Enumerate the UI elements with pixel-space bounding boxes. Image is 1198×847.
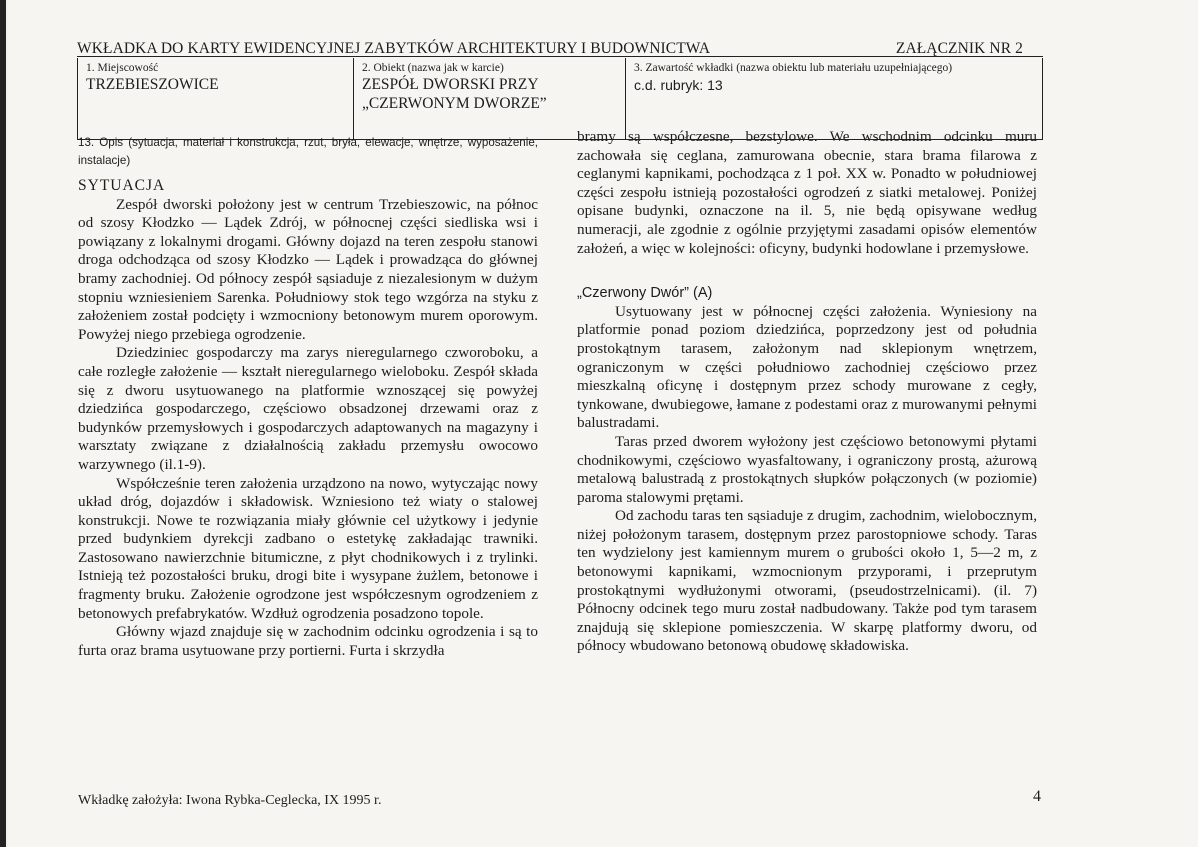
paragraph: Od zachodu taras ten sąsiaduje z drugim, zachodnim, wielobocznym, niżej położonym tarasem, dostępnym przez parostopniowe schody. Taras ten wydzielony jest kamiennym murem o grubości około 1, 5—2 m, z betonowymi kapnikami, wzmocnionym przyporami, i przeprutym prostokątnymi wydłużonymi otworami, (pseudostrzelnicami). (il. 7) Północny odcinek tego muru został nadbudowany. Także pod tym tarasem znajdują się sklepione pomieszczenia. W skarpę platformy dworu, od północy wbudowano betonową obudowę składowiska. — [577, 507, 1037, 655]
field-object — [354, 58, 626, 139]
field-caption: 1. Miejscowość — [86, 62, 159, 74]
attachment-number: ZAŁĄCZNIK NR 2 — [895, 40, 1023, 57]
field-value: c.d. rubryk: 13 — [634, 77, 723, 93]
field-contents — [626, 58, 1042, 139]
field-value: TRZEBIESZOWICE — [86, 76, 219, 93]
paragraph: Zespół dworski położony jest w centrum Trzebieszowic, na północ od szosy Kłodzko — Lądek Zdrój, w północnej części siedliska wsi i powiązany z lokalnymi drogami. Główny dojazd na teren zespołu stanowi droga odchodząca od szosy Kłodzko — Lądek i prowadząca do głównej bramy zachodniej. Od północy zespół sąsiaduje z niezalesionym w dużym stopniu wzniesieniem Sarenka. Południowy stok tego wzgórza na styku z założeniem został podcięty i wzmocniony betonowym murem oporowym. Powyżej niego przebiega ogrodzenie. — [78, 195, 538, 343]
paragraph: bramy są współczesne, bezstylowe. We wschodnim odcinku muru zachowała się ceglana, zamurowana obecnie, stara brama filarowa z ceglanymi kapnikami, pochodząca z 1 poł. XX w. Ponadto w południowej części zespołu istnieją pozostałości ogrodzeń z siatki metalowej. Poniżej opisane budynki, oznaczone na il. 5, nie będą opisywane według numeracji, ale zgodnie z ogólnie przyjętymi zasadami opisów elementów założeń, a więc w kolejności: oficyny, budynki hodowlane i przemysłowe. — [577, 128, 1037, 257]
paragraph: Współcześnie teren założenia urządzono na nowo, wytyczając nowy układ dróg, dojazdów i składowisk. Wzniesiono też wiaty o stalowej konstrukcji. Nowe te rozwiązania miały głównie cel użytkowy i jedynie przed budynkiem dyrekcji zadbano o estetykę zakładając trawniki. Zastosowano nawierzchnie bitumiczne, z płyt chodnikowych i z trylinki. Istnieją też pozostałości bruku, drogi bite i wysypane żużlem, betonowe i fragmenty bruku. Założenie ogrodzone jest współczesnym ogrodzeniem z betonowych prefabrykatów. Wzdłuż ogrodzenia posadzono topole. — [78, 474, 538, 622]
field-caption: 3. Zawartość wkładki (nazwa obiektu lub materiału uzupełniającego) — [634, 62, 953, 74]
header-rule — [77, 56, 1043, 57]
section-title: SYTUACJA — [78, 177, 166, 194]
paragraph: Taras przed dworem wyłożony jest częściowo betonowymi płytami chodnikowymi, częściowo wyasfaltowany, i ograniczony prostą, ażurową metalową balustradą z prostokątnych słupków połączonych (w poziomie) paroma stalowymi prętami. — [577, 432, 1037, 506]
field-value-line2: „CZERWONYM DWORZE” — [362, 95, 547, 112]
paragraph: Dziedziniec gospodarczy ma zarys nieregularnego czworoboku, a całe rozległe założenie — kształt nieregularnego wieloboku. Zespół składa się z dworu usytuowanego na platformie wznoszącej się powyżej dziedzińca gospodarczego, częściowo obsadzonej drzewami oraz z budynków przemysłowych i gospodarczych adaptowanych na magazyny i warsztaty związane z działalnością zakładu przemysłu owocowo warzywnego (il.1-9). — [78, 344, 538, 473]
subsection-title: „Czerwony Dwór” (A) — [577, 285, 713, 302]
header-title: WKŁADKA DO KARTY EWIDENCYJNEJ ZABYTKÓW ARCHITEKTURY I BUDOWNICTWA — [77, 40, 711, 57]
section-caption: 13. Opis (sytuacja, materiał i konstrukcja, rzut, bryła, elewacje, wnętrze, wyposażenie, instalacje) — [78, 136, 538, 167]
field-value: ZESPÓŁ DWORSKI PRZY — [362, 76, 539, 93]
left-column — [78, 134, 538, 660]
field-locality — [78, 58, 354, 139]
paragraph: Usytuowany jest w północnej części założenia. Wyniesiony na platformie ponad poziom dziedzińca, poprzedzony jest od południa prostokątnym tarasem, założonym nad sklepionym wnętrzem, ograniczonym w części południowo zachodniej częściowo przez mieszkalną oficynę i dostępnym przez schody murowane z cegły, tynkowane, dwubiegowe, łamane z podestami oraz z murowanymi pełnymi balustradami. — [577, 302, 1037, 432]
field-caption: 2. Obiekt (nazwa jak w karcie) — [362, 62, 504, 74]
footer-author: Wkładkę założyła: Iwona Rybka-Ceglecka, IX 1995 r. — [78, 793, 382, 808]
page-number: 4 — [1033, 788, 1041, 805]
paragraph: Główny wjazd znajduje się w zachodnim odcinku ogrodzenia i są to furta oraz brama usytuowane przy portierni. Furta i skrzydła — [78, 623, 538, 659]
scan-edge — [0, 0, 6, 847]
right-column — [577, 128, 1037, 656]
